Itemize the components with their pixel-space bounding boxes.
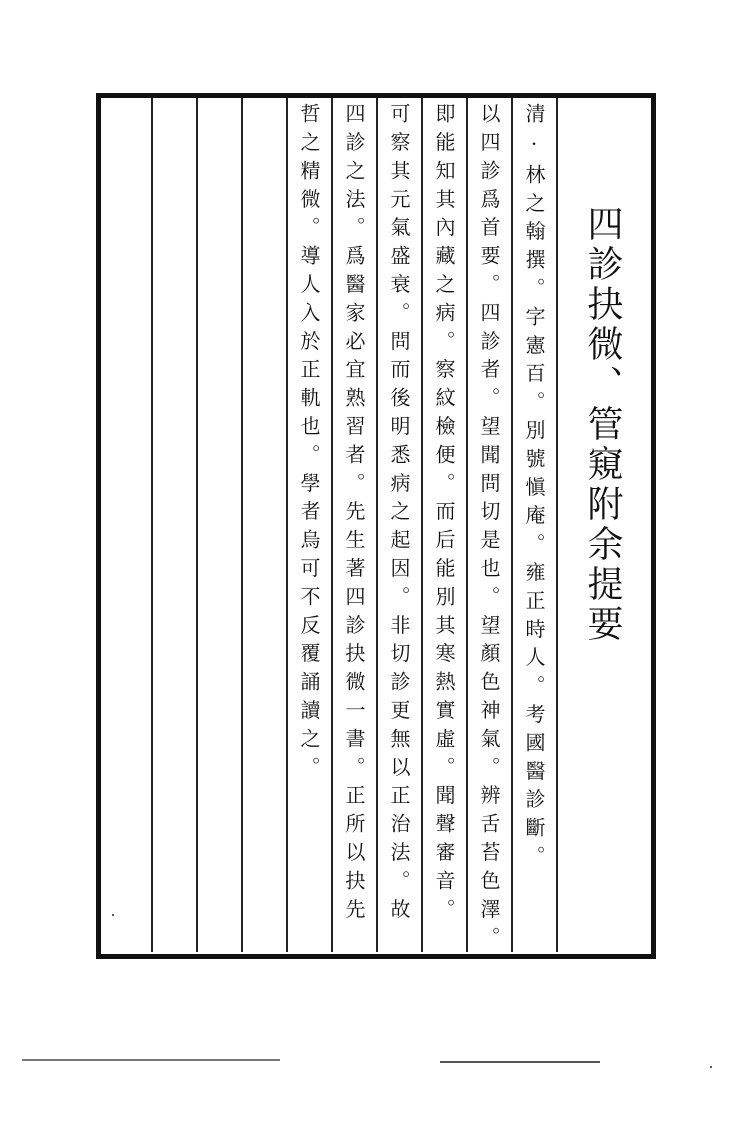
column-rule xyxy=(556,98,558,952)
scan-speck xyxy=(112,914,114,916)
column-rule xyxy=(421,98,423,952)
scan-speck xyxy=(710,1066,712,1068)
page-title: 四診抉微、管窺附余提要 xyxy=(582,205,623,645)
column-rule xyxy=(376,98,378,952)
text-column-2: 以四診爲首要。四診者。望聞問切是也。望顏色神氣。辨舌苔色澤。 xyxy=(477,103,501,955)
text-column-6: 哲之精微。導人入於正軌也。學者烏可不反覆誦讀之。 xyxy=(297,103,321,785)
column-rule xyxy=(241,98,243,952)
column-rule xyxy=(196,98,198,952)
text-column-1: 清·林之翰撰。字憲百。別號愼庵。雍正時人。考國醫診斷。 xyxy=(522,103,546,874)
text-column-3: 即能知其內藏之病。察紋檢便。而后能別其寒熱實虛。聞聲審音。 xyxy=(432,103,456,927)
column-rule xyxy=(466,98,468,952)
scan-footer-line-right xyxy=(440,1061,600,1063)
text-column-4: 可察其元氣盛衰。問而後明悉病之起因。非切診更無以正治法。故 xyxy=(387,103,411,927)
column-rule xyxy=(151,98,153,952)
column-rule xyxy=(286,98,288,952)
text-column-5: 四診之法。爲醫家必宜熟習者。先生著四診抉微一書。正所以抉先 xyxy=(342,103,366,927)
column-rule xyxy=(331,98,333,952)
scan-footer-line-left xyxy=(22,1059,280,1061)
column-rule xyxy=(511,98,513,952)
